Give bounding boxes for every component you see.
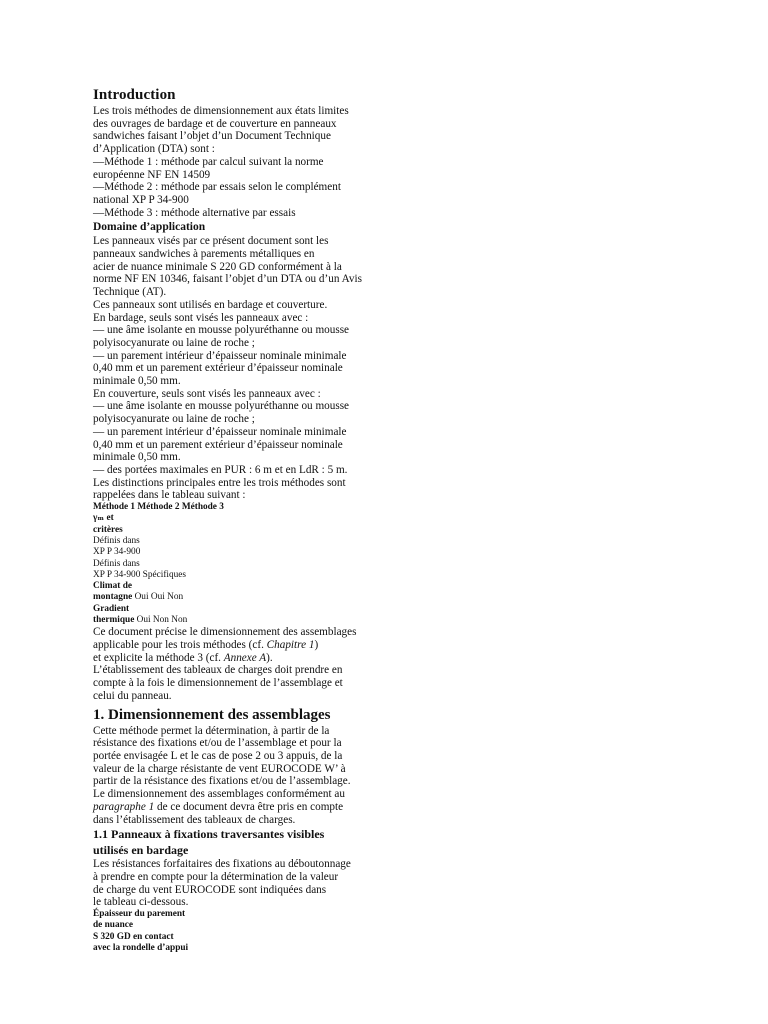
text-line: dans l’établissement des tableaux de charges. [93, 813, 296, 826]
table-cell: XP P 34-900 Spécifiques [93, 569, 187, 580]
text-line: national XP P 34-900 [93, 193, 189, 206]
text-line: d’Application (DTA) sont : [93, 143, 215, 156]
text-line: rappelées dans le tableau suivant : [93, 489, 246, 502]
text-line: —Méthode 2 : méthode par essais selon le complément [93, 181, 341, 194]
domaine-paragraph [93, 235, 393, 502]
text-line: le tableau ci-dessous. [93, 896, 189, 909]
table-row-label: thermique [93, 615, 135, 626]
text-line: Les trois méthodes de dimensionnement aux états limites [93, 105, 349, 117]
text-line [93, 639, 393, 652]
text-fragment: ). [266, 651, 273, 664]
text-line: norme NF EN 10346, faisant l’objet d’un DTA ou d’un Avis [93, 273, 362, 286]
heading-line: utilisés en bardage [93, 843, 189, 858]
annex-reference: Annexe A [223, 651, 267, 664]
text-line: Le dimensionnement des assemblages conformément au [93, 788, 345, 801]
text-line: partir de la résistance des fixations et/ou de l’assemblage. [93, 775, 351, 788]
table-header-row: Méthode 1 Méthode 2 Méthode 3 [93, 502, 224, 513]
text-line: —Méthode 3 : méthode alternative par essais [93, 206, 296, 219]
table-header-line: Épaisseur du parement [93, 909, 186, 920]
text-line: acier de nuance minimale S 220 GD conformément à la [93, 260, 342, 273]
text-line: panneaux sandwiches à parements métalliques en [93, 248, 315, 261]
text-line [93, 801, 393, 814]
text-line: — des portées maximales en PUR : 6 m et en LdR : 5 m. [93, 463, 348, 476]
text-line: —Méthode 1 : méthode par calcul suivant la norme [93, 155, 324, 168]
text-line: — une âme isolante en mousse polyuréthanne ou mousse [93, 400, 350, 413]
document-page [93, 86, 393, 954]
text-line: polyisocyanurate ou laine de roche ; [93, 413, 255, 426]
text-line: celui du panneau. [93, 689, 172, 702]
section-1-paragraph [93, 725, 393, 827]
text-line: Les distinctions principales entre les trois méthodes sont [93, 476, 346, 489]
table-row [93, 592, 393, 603]
text-line: En bardage, seuls sont visés les panneaux avec : [93, 311, 309, 324]
table-row-label: Gradient [93, 603, 130, 614]
text-line: portée envisagée L et le cas de pose 2 ou 3 appuis, de la [93, 749, 343, 762]
domaine-heading: Domaine d’application [93, 221, 206, 234]
text-line: — une âme isolante en mousse polyuréthanne ou mousse [93, 324, 350, 337]
text-line: En couverture, seuls sont visés les panneaux avec : [93, 387, 321, 400]
table-row [93, 615, 393, 626]
table-header-line: avec la rondelle d’appui [93, 942, 189, 953]
text-line: européenne NF EN 14509 [93, 168, 211, 181]
table-header-line: S 320 GD en contact [93, 931, 174, 942]
text-line: compte à la fois le dimensionnement de l’assemblage et [93, 677, 343, 690]
table-cell: Définis dans [93, 535, 140, 546]
after-table-paragraph [93, 626, 393, 702]
section-1-1-paragraph [93, 858, 393, 909]
text-line: — un parement intérieur d’épaisseur nominale minimale [93, 425, 347, 438]
text-line: 0,40 mm et un parement extérieur d’épaisseur nominale [93, 438, 343, 451]
table-cell: XP P 34-900 [93, 547, 141, 558]
text-line: Les résistances forfaitaires des fixations au déboutonnage [93, 858, 351, 871]
methods-table [93, 502, 393, 626]
heading-line: 1.1 Panneaux à fixations traversantes visibles [93, 827, 325, 842]
text-line: Les panneaux visés par ce présent document sont les [93, 235, 329, 248]
text-fragment: ) [314, 639, 319, 652]
table-cell: Oui Oui Non [134, 592, 184, 603]
chapter-reference: Chapitre 1 [266, 639, 315, 652]
table-header-line: de nuance [93, 920, 134, 931]
table-cell: Définis dans [93, 558, 140, 569]
fixations-table-header [93, 909, 393, 954]
text-line: minimale 0,50 mm. [93, 451, 181, 464]
text-line: L’établissement des tableaux de charges doit prendre en [93, 664, 343, 677]
table-row-label: γₘ et [93, 513, 114, 524]
text-line: Technique (AT). [93, 286, 167, 299]
text-line: polyisocyanurate ou laine de roche ; [93, 336, 255, 349]
introduction-heading: Introduction [93, 87, 176, 103]
table-row-label: montagne [93, 592, 133, 603]
section-1-heading: 1. Dimensionnement des assemblages [93, 706, 331, 723]
table-cell: Oui Non Non [136, 615, 188, 626]
table-row-label: Climat de [93, 581, 132, 592]
text-line: des ouvrages de bardage et de couverture en panneaux [93, 117, 337, 130]
text-fragment: et explicite la méthode 3 (cf. [93, 651, 224, 664]
table-row-label: critères [93, 524, 123, 535]
text-line: Ces panneaux sont utilisés en bardage et couverture. [93, 298, 328, 311]
text-line: minimale 0,50 mm. [93, 375, 181, 388]
text-line [93, 652, 393, 665]
paragraph-reference: paragraphe 1 [93, 800, 155, 813]
text-fragment: applicable pour les trois méthodes (cf. [93, 639, 267, 652]
text-line: — un parement intérieur d’épaisseur nominale minimale [93, 349, 347, 362]
text-line: Ce document précise le dimensionnement des assemblages [93, 626, 357, 639]
text-line: résistance des fixations et/ou de l’assemblage et pour la [93, 737, 342, 750]
text-fragment: de ce document devra être pris en compte [154, 800, 344, 813]
text-line: à prendre en compte pour la détermination de la valeur [93, 870, 339, 883]
text-line: Cette méthode permet la détermination, à partir de la [93, 724, 330, 737]
section-1-1-heading [93, 826, 393, 858]
text-line: valeur de la charge résistante de vent EUROCODE W’ à [93, 762, 346, 775]
text-line: de charge du vent EUROCODE sont indiquées dans [93, 883, 327, 896]
text-line: sandwiches faisant l’objet d’un Document Technique [93, 130, 331, 143]
text-line: 0,40 mm et un parement extérieur d’épaisseur nominale [93, 362, 343, 375]
introduction-paragraph [93, 105, 393, 219]
